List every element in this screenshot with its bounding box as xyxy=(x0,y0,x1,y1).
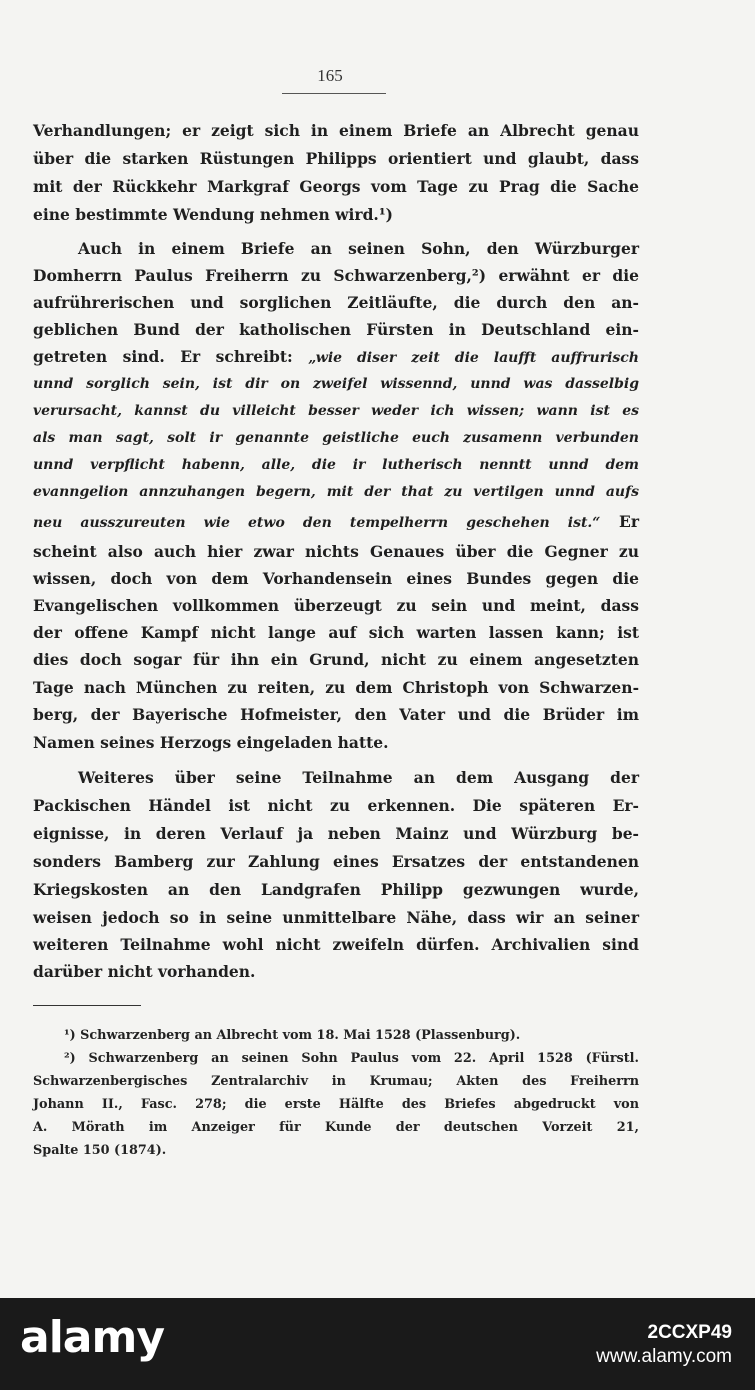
footnote-line: Johann II., Fasc. 278; die erste Hälfte des Briefes abgedruckt von xyxy=(33,1097,639,1112)
text-line: über die starken Rüstungen Philipps orientiert und glaubt, dass xyxy=(33,149,639,168)
footnote-line: Schwarzenbergisches Zentralarchiv in Krumau; Akten des Freiherrn xyxy=(33,1074,639,1089)
text-line: Weiteres über seine Teilnahme an dem Ausgang der xyxy=(78,768,639,787)
text-line: Auch in einem Briefe an seinen Sohn, den Würzburger xyxy=(78,239,639,258)
text-line: geblichen Bund der katholischen Fürsten in Deutschland ein- xyxy=(33,320,639,339)
text-line: Evangelischen vollkommen überzeugt zu sein und meint, dass xyxy=(33,596,639,615)
text-line: Domherrn Paulus Freiherrn zu Schwarzenberg,²) erwähnt er die xyxy=(33,266,639,285)
text-line xyxy=(33,509,639,535)
footnote-rule xyxy=(33,1005,141,1006)
text-line: Tage nach München zu reiten, zu dem Christoph von Schwarzen- xyxy=(33,678,639,697)
text-line: darüber nicht vorhanden. xyxy=(33,962,256,981)
text-line xyxy=(33,344,639,370)
text-line: sonders Bamberg zur Zahlung eines Ersatzes der entstandenen xyxy=(33,852,639,871)
footnote-line: Spalte 150 (1874). xyxy=(33,1143,167,1158)
text-line: weiteren Teilnahme wohl nicht zweifeln dürfen. Archivalien sind xyxy=(33,935,639,954)
quotation-line: unnd verpflicht habenn, alle, die ir lutherisch nenntt unnd dem xyxy=(33,457,639,473)
text-line: wissen, doch von dem Vorhandensein eines Bundes gegen die xyxy=(33,569,639,588)
text-line: der offene Kampf nicht lange auf sich warten lassen kann; ist xyxy=(33,623,639,642)
text-line: Namen seines Herzogs eingeladen hatte. xyxy=(33,733,389,752)
footnote-line: ²) Schwarzenberg an seinen Sohn Paulus vom 22. April 1528 (Fürstl. xyxy=(64,1051,639,1066)
text-line: aufrührerischen und sorglichen Zeitläufte, die durch den an- xyxy=(33,293,639,312)
quotation-line: evanngelion annzuhangen begern, mit der that zu vertilgen unnd aufs xyxy=(33,484,639,500)
text-line: dies doch sogar für ihn ein Grund, nicht zu einem angesetzten xyxy=(33,650,639,669)
footnote-line: ¹) Schwarzenberg an Albrecht vom 18. Mai 1528 (Plassenburg). xyxy=(64,1028,521,1043)
quotation-segment: „wie diser zeit die laufft auffrurisch xyxy=(308,350,639,366)
text-segment: Er xyxy=(619,512,639,531)
page-number-rule xyxy=(282,93,386,94)
quotation-segment: neu ausszureuten wie etwo den tempelherrn geschehen ist.“ xyxy=(33,515,601,531)
image-id: 2CCXP49 xyxy=(647,1322,732,1343)
text-line: Packischen Händel ist nicht zu erkennen. Die späteren Er- xyxy=(33,796,639,815)
quotation-line: unnd sorglich sein, ist dir on zweifel wissennd, unnd was dasselbig xyxy=(33,376,639,392)
text-line: eine bestimmte Wendung nehmen wird.¹) xyxy=(33,205,393,224)
text-line: weisen jedoch so in seine unmittelbare Nähe, dass wir an seiner xyxy=(33,908,639,927)
text-line: Verhandlungen; er zeigt sich in einem Briefe an Albrecht genau xyxy=(33,121,639,140)
text-line: berg, der Bayerische Hofmeister, den Vater und die Brüder im xyxy=(33,705,639,724)
watermark-url: www.alamy.com xyxy=(596,1346,732,1367)
text-line: scheint also auch hier zwar nichts Genaues über die Gegner zu xyxy=(33,542,639,561)
quotation-line: verursacht, kannst du villeicht besser weder ich wissen; wann ist es xyxy=(33,403,639,419)
text-line: eignisse, in deren Verlauf ja neben Mainz und Würzburg be- xyxy=(33,824,639,843)
alamy-logo: alamy xyxy=(20,1312,164,1363)
text-line: mit der Rückkehr Markgraf Georgs vom Tage zu Prag die Sache xyxy=(33,177,639,196)
footnote-line: A. Mörath im Anzeiger für Kunde der deutschen Vorzeit 21, xyxy=(33,1120,639,1135)
page-number: 165 xyxy=(317,66,343,85)
text-line: Kriegskosten an den Landgrafen Philipp gezwungen wurde, xyxy=(33,880,639,899)
text-segment: getreten sind. Er schreibt: xyxy=(33,347,293,366)
quotation-line: als man sagt, solt ir genannte geistliche euch zusamenn verbunden xyxy=(33,430,639,446)
